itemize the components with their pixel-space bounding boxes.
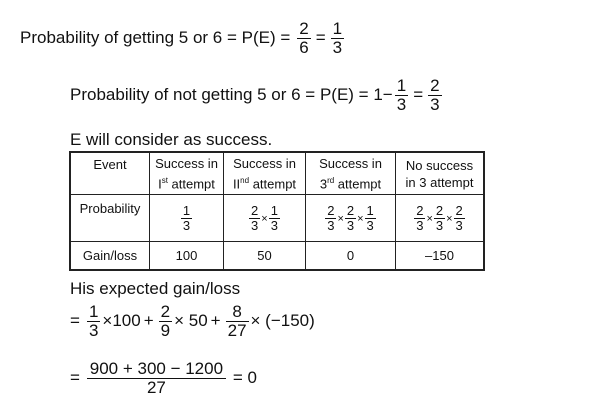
fraction-2-6: $\frac{2}{6}$ bbox=[299, 19, 309, 57]
fraction-2-3: $\frac{2}{3}$ bbox=[430, 76, 440, 114]
fraction-1-3-b: $\frac{1}{3}$ bbox=[396, 76, 407, 114]
cell-prob-2: $\frac{2}{3}$ × $\frac{1}{3}$ bbox=[224, 195, 306, 242]
row-label-probability: Probability bbox=[71, 195, 150, 242]
header-success-3: Success in 3rd attempt bbox=[306, 153, 396, 195]
expected-gain-result: = $\frac{900 + 300 - 1200}{27}$ = 0 bbox=[70, 359, 257, 397]
success-note: E will consider as success. bbox=[70, 130, 273, 149]
expected-gain-heading: His expected gain/loss bbox=[70, 279, 241, 298]
table-row-probability bbox=[71, 195, 484, 242]
expected-gain-expression: = $\frac{1}{3}$ ×100 + $\frac{2}{9}$ × 50 + $\frac{8}{27}$ × (−150) bbox=[70, 302, 315, 340]
probability-failure-line: Probability of not getting 5 or 6 = P(E) = 1 − $\frac{1}{3}$ = $\frac{2}{3}$ bbox=[70, 76, 440, 114]
fraction-1-3: $\frac{1}{3}$ bbox=[332, 19, 343, 57]
probability-failure-label: Probability of not getting 5 or 6 = P(E) = 1 bbox=[70, 85, 383, 105]
cell-prob-3: $\frac{2}{3}$ × $\frac{2}{3}$ × $\frac{1}{3}$ bbox=[306, 195, 396, 242]
row-label-gain-loss: Gain/loss bbox=[71, 242, 150, 270]
cell-prob-1: $\frac{1}{3}$ bbox=[150, 195, 224, 242]
table-row-gain-loss bbox=[71, 242, 484, 270]
gain-loss-table bbox=[70, 152, 484, 270]
header-event: Event bbox=[71, 153, 150, 195]
header-success-2: Success in IInd attempt bbox=[224, 153, 306, 195]
cell-gain-3: 0 bbox=[306, 242, 396, 270]
cell-gain-2: 50 bbox=[224, 242, 306, 270]
table-header-row bbox=[71, 153, 484, 195]
header-no-success: No success in 3 attempt bbox=[396, 153, 484, 195]
cell-gain-1: 100 bbox=[150, 242, 224, 270]
cell-prob-4: $\frac{2}{3}$ × $\frac{2}{3}$ × $\frac{2}{3}$ bbox=[396, 195, 484, 242]
probability-success-label: Probability of getting 5 or 6 = P(E) = bbox=[20, 28, 291, 48]
probability-success-line: Probability of getting 5 or 6 = P(E) = $\frac{2}{6}$ = $\frac{1}{3}$ bbox=[20, 19, 343, 57]
header-success-1: Success in Ist attempt bbox=[150, 153, 224, 195]
cell-gain-4: –150 bbox=[396, 242, 484, 270]
